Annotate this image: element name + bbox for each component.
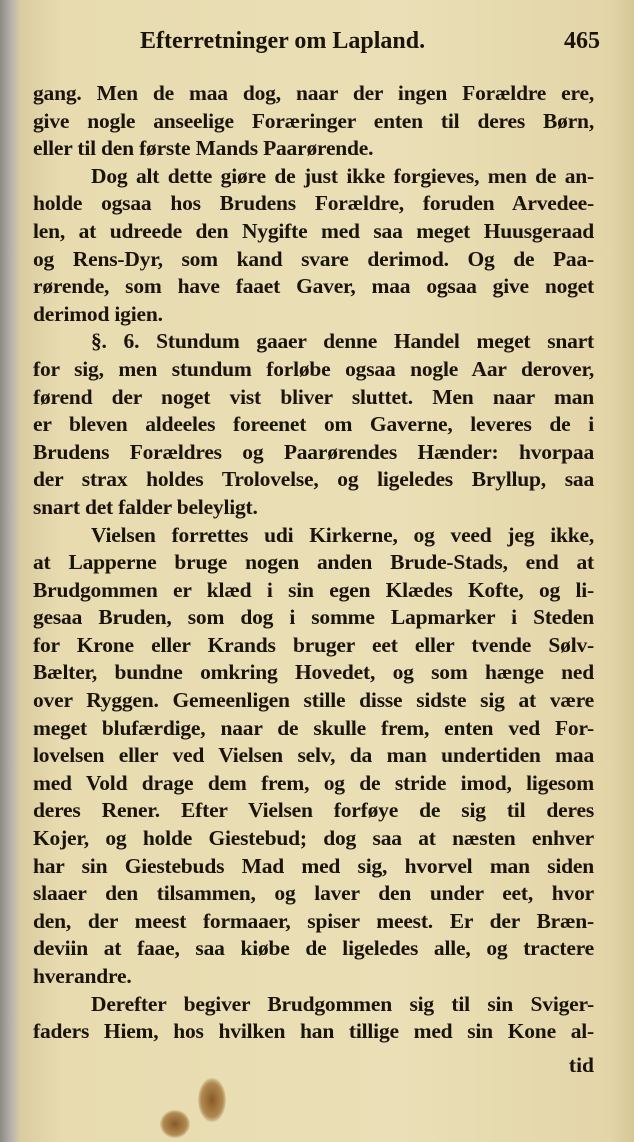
- text-line: Kojer, og holde Giestebud; dog saa at næsten enhver: [33, 826, 594, 851]
- text-line: Bælter, bundne omkring Hovedet, og som hænge ned: [33, 660, 594, 685]
- text-line: der strax holdes Trolovelse, og ligeledes Bryllup, saa: [33, 467, 594, 492]
- text-line: gang. Men de maa dog, naar der ingen Forældre ere,: [33, 81, 594, 105]
- paper-stain: [198, 1078, 226, 1122]
- text-line: holde ogsaa hos Brudens Forældre, foruden Arvedee-: [33, 191, 594, 216]
- text-line: at Lapperne bruge nogen anden Brude-Stads, end at: [33, 550, 594, 575]
- text-line: eller til den første Mands Paarørende.: [33, 136, 374, 161]
- text-line: Dog alt dette giøre de just ikke forgieves, men de an-: [91, 163, 594, 188]
- text-line: Brudgommen er klæd i sin egen Klædes Kofte, og li-: [33, 577, 594, 602]
- catchword: tid: [568, 1053, 594, 1077]
- text-line: len, at udreede den Nygifte med saa meget Huusgeraad: [33, 218, 594, 243]
- text-line: deviin at faae, saa kiøbe de ligeledes alle, og tractere: [33, 936, 594, 961]
- text-line: gesaa Bruden, som dog i somme Lapmarker i Steden: [33, 605, 594, 630]
- text-line: med Vold drage dem frem, og de stride imod, ligesom: [33, 770, 594, 795]
- paper-stain: [160, 1110, 190, 1138]
- section-heading-line: §. 6. Stundum gaaer denne Handel meget snart: [91, 329, 594, 354]
- text-line: give nogle anseelige Foræringer enten til deres Børn,: [33, 108, 594, 133]
- text-line: hverandre.: [33, 964, 132, 988]
- text-line: har sin Giestebuds Mad med sig, hvorvel man siden: [33, 853, 594, 878]
- text-line: slaaer den tilsammen, og laver den under eet, hvor: [33, 881, 594, 906]
- text-line: førend der noget vist bliver sluttet. Men naar man: [33, 384, 594, 409]
- text-line: derimod igien.: [33, 301, 163, 326]
- text-line: Vielsen forrettes udi Kirkerne, og veed jeg ikke,: [91, 522, 594, 547]
- text-line: deres Rener. Efter Vielsen forføye de sig til deres: [33, 798, 594, 823]
- text-line: rørende, som have faaet Gaver, maa ogsaa give noget: [33, 274, 594, 299]
- text-line: snart det falder beleyligt.: [33, 494, 258, 519]
- running-header: [140, 28, 600, 64]
- text-line: og Rens-Dyr, som kand svare derimod. Og de Paa-: [33, 246, 594, 271]
- page-number: 465: [564, 28, 600, 54]
- text-line: for Krone eller Krands bruger eet eller tvende Sølv-: [33, 632, 594, 657]
- text-line: den, der meest formaaer, spiser meest. Er der Bræn-: [33, 908, 594, 933]
- text-line: faders Hiem, hos hvilken han tillige med sin Kone al-: [33, 1019, 594, 1044]
- text-line: Brudens Forældres og Paarørendes Hænder: hvorpaa: [33, 439, 594, 464]
- text-line: er bleven aldeeles foreenet om Gaverne, leveres de i: [33, 412, 594, 437]
- text-line: lovelsen eller ved Vielsen selv, da man undertiden maa: [33, 743, 594, 768]
- text-line: over Ryggen. Gemeenligen stille disse sidste sig at være: [33, 688, 594, 713]
- running-title: Efterretninger om Lapland.: [140, 28, 426, 54]
- text-line: meget blufærdige, naar de skulle frem, enten ved For-: [33, 715, 594, 740]
- text-line: for sig, men stundum forløbe ogsaa nogle Aar derover,: [33, 356, 594, 381]
- page-body-text: [33, 80, 594, 1046]
- text-line: Derefter begiver Brudgommen sig til sin Sviger-: [91, 991, 594, 1016]
